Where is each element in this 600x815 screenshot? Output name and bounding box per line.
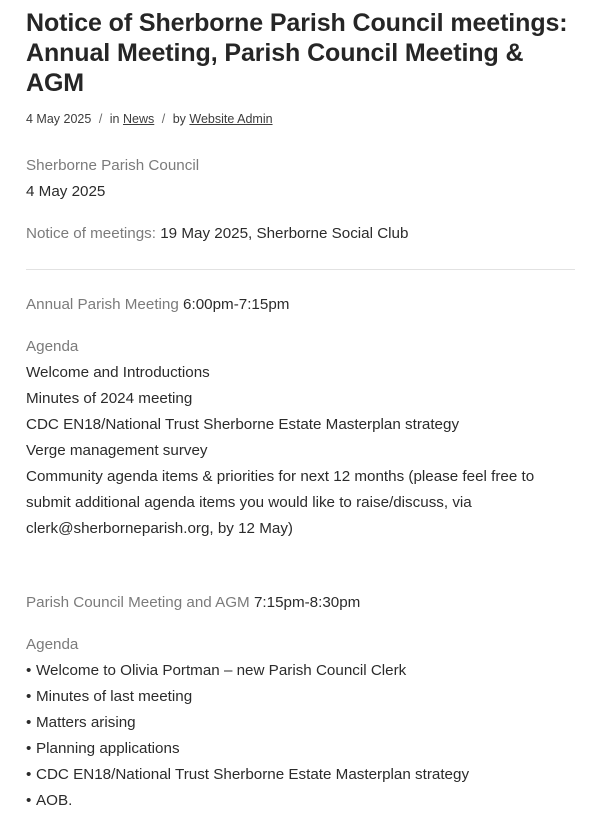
meta-by-label: by [172,112,186,126]
meta-separator-2: / [161,112,166,126]
post-author-link[interactable]: Website Admin [189,112,273,126]
list-item-label: Planning applications [36,740,180,757]
organisation-date: 4 May 2025 [26,183,106,200]
bullet-icon: • [26,740,32,757]
list-item: Community agenda items & priorities for next 12 months (please feel free to submit additional agenda items you would like to raise/discuss, via clerk@sherborneparish.org, by 12 May) [26,468,535,537]
notice-label: Notice of meetings: [26,225,156,242]
list-item [26,788,574,814]
list-item: Welcome and Introductions [26,364,210,381]
spacer [26,270,574,292]
list-item-label: Minutes of last meeting [36,688,193,705]
bullet-icon: • [26,662,32,679]
spacer [26,247,574,269]
section-1-agenda-label: Agenda [26,338,79,355]
organisation-name: Sherborne Parish Council [26,157,200,174]
post-date: 4 May 2025 [26,112,92,126]
spacer [26,318,574,334]
page-title: Notice of Sherborne Parish Council meetings: Annual Meeting, Parish Council Meeting & AGM [26,9,568,97]
bullet-icon: • [26,792,32,809]
list-item-label: Matters arising [36,714,136,731]
section-2-agenda-label: Agenda [26,636,79,653]
section-2-heading-time: 7:15pm-8:30pm [253,594,361,611]
notice-value: 19 May 2025, Sherborne Social Club [160,225,409,242]
list-item [26,736,574,762]
list-item-label: AOB. [36,792,73,809]
meta-in-label: in [109,112,120,126]
article-body [26,127,574,814]
section-1-heading [26,292,574,318]
notice-line [26,221,574,247]
section-1-heading-time: 6:00pm-7:15pm [183,296,290,313]
list-item-label: CDC EN18/National Trust Sherborne Estate Masterplan strategy [36,766,470,783]
spacer [26,616,574,632]
section-1-heading-label: Annual Parish Meeting [26,296,179,313]
bullet-icon: • [26,714,32,731]
meta-separator-1: / [98,112,103,126]
list-item: Verge management survey [26,442,208,459]
section-2-heading [26,590,574,616]
list-item: CDC EN18/National Trust Sherborne Estate Masterplan strategy [26,416,460,433]
bullet-icon: • [26,688,32,705]
bullet-icon: • [26,766,32,783]
list-item-label: Welcome to Olivia Portman – new Parish Council Clerk [36,662,407,679]
list-item [26,658,574,684]
list-item [26,684,574,710]
list-item [26,710,574,736]
list-item: Minutes of 2024 meeting [26,390,193,407]
section-2-heading-label: Parish Council Meeting and AGM [26,594,250,611]
spacer [26,542,574,590]
spacer [26,205,574,221]
post-meta [26,98,574,127]
post-category-link[interactable]: News [123,112,155,126]
list-item [26,762,574,788]
